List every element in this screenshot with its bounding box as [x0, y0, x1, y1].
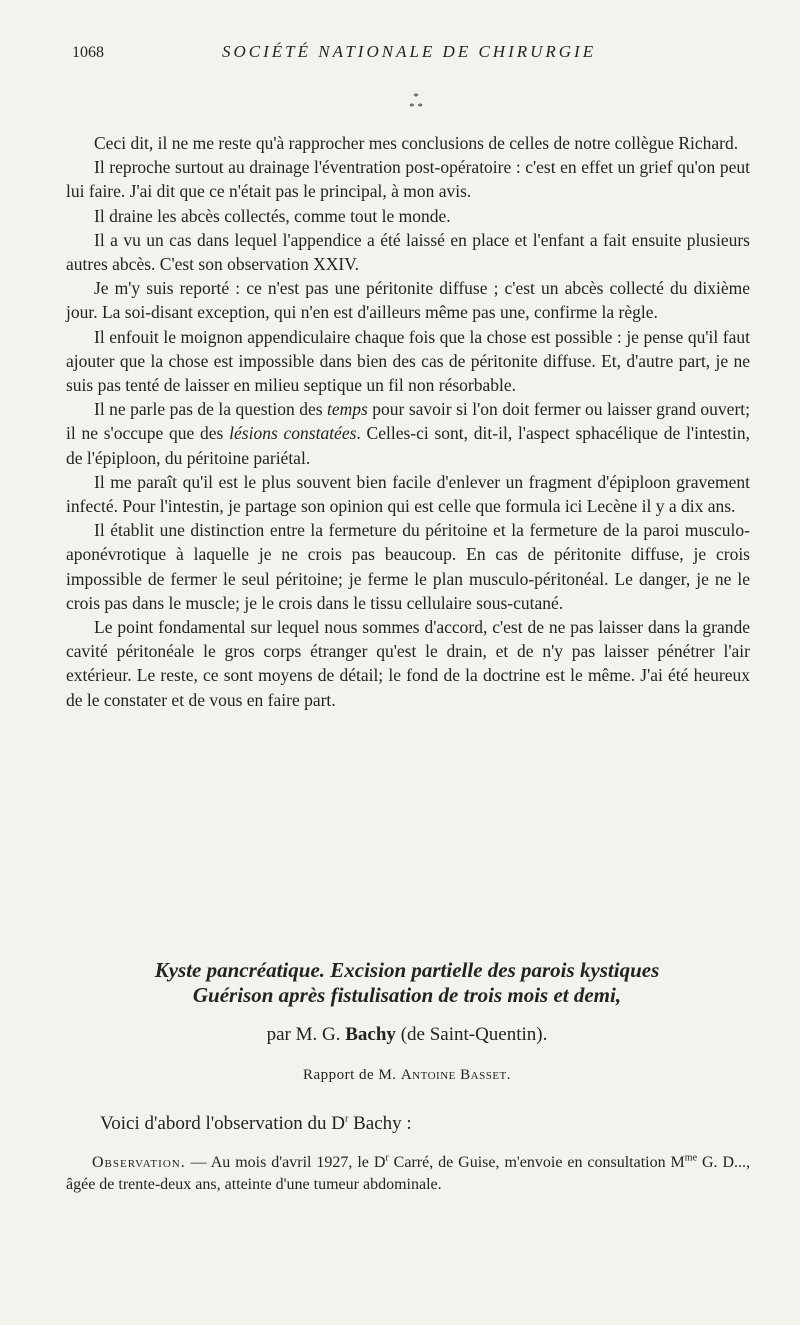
running-title: SOCIÉTÉ NATIONALE DE CHIRURGIE — [222, 42, 597, 61]
observation-paragraph — [66, 1152, 750, 1196]
text-run: . Celles-ci sont, dit-il, l'aspect sphacélique de l'intestin, de l'épiploon, du péritoine pariétal. — [66, 423, 750, 468]
superscript: r — [385, 1152, 389, 1164]
byline — [62, 1024, 752, 1046]
intro-suffix: Bachy : — [348, 1113, 412, 1134]
paragraph: Je m'y suis reporté : ce n'est pas une péritonite diffuse ; c'est un abcès collecté du dixième jour. La soi-disant exception, qui n'en est d'ailleurs même pas une, confirme la règle. — [66, 278, 750, 323]
report-prefix: Rapport de M. — [302, 1067, 401, 1083]
text-run: G. D..., âgée de trente-deux ans, atteinte d'une tumeur abdominale. — [66, 1154, 751, 1193]
text-run: Carré, de Guise, m'envoie en consultation M — [388, 1154, 685, 1171]
paragraph: Il draine les abcès collectés, comme tout le monde. — [94, 205, 451, 226]
paragraph: Il reproche surtout au drainage l'éventration post-opératoire : c'est en effet un grief qu'on peut lui faire. J'ai dit que ce n'était pas le principal, à mon avis. — [66, 157, 750, 202]
report-suffix: . — [506, 1067, 512, 1083]
superscript: me — [684, 1152, 698, 1164]
body-text — [66, 131, 750, 712]
paragraph: Il a vu un cas dans lequel l'appendice a été laissé en place et l'enfant a fait ensuite plusieurs autres abcès. C'est son observation XXIV. — [66, 229, 750, 275]
article-title-line: Kyste pancréatique. Excision partielle des parois kystiques — [154, 958, 660, 982]
reporter-name: Antoine Basset — [400, 1067, 507, 1083]
text-run: Il ne parle pas de la question des — [94, 399, 328, 420]
page-number: 1068 — [72, 44, 104, 61]
observation-label: Observation. — [92, 1154, 186, 1171]
intro-prefix: Voici d'abord l'observation du D — [100, 1113, 346, 1134]
italic-term: temps — [327, 399, 368, 420]
separator-top: * — [413, 91, 419, 103]
intro-line — [100, 1113, 412, 1135]
text-run: pour savoir si l'on doit fermer ou laisser grand ouvert; il ne s'occupe que des — [66, 399, 750, 444]
paragraph — [66, 397, 750, 470]
paragraph: Il me paraît qu'il est le plus souvent bien facile d'enlever un fragment d'épiploon gravement infecté. Pour l'intestin, je partage son opinion qui est celle que formula ici Lecène il y a dix ans. — [66, 471, 750, 517]
paragraph: Il établit une distinction entre la fermeture du péritoine et la fermeture de la paroi musculo-aponévrotique à laquelle je ne crois pas beaucoup. En cas de péritonite diffuse, je crois impossible de fermer le seul péritoine; je ferme le plan musculo-péritonéal. Le danger, je ne le crois pas dans le muscle; je le crois dans le tissu cellulaire sous-cutané. — [66, 520, 750, 613]
italic-term: lésions constatées — [229, 423, 357, 444]
separator-bottom: * * — [409, 101, 423, 113]
paragraph: Il enfouit le moignon appendiculaire chaque fois que la chose est possible : je pense qu'il faut ajouter que la chose est impossible dans bien des cas de péritonite diffuse. Et, d'autre part, je ne suis pas tenté de laisser en milieu septique un fil non résorbable. — [66, 326, 750, 396]
article-title-line: Guérison après fistulisation de trois mois et demi, — [192, 983, 622, 1007]
section-separator — [396, 92, 436, 112]
byline-suffix: (de Saint-Quentin). — [395, 1024, 548, 1045]
superscript: r — [345, 1113, 349, 1125]
page-header — [72, 40, 762, 68]
byline-prefix: par M. G. — [266, 1024, 346, 1045]
paragraph: Ceci dit, il ne me reste qu'à rapprocher mes conclusions de celles de notre collègue Richard. — [94, 133, 739, 153]
text-run: — Au mois d'avril 1927, le D — [185, 1154, 386, 1171]
author-name: Bachy — [345, 1024, 396, 1045]
report-line — [62, 1067, 752, 1084]
article-title — [62, 958, 752, 1008]
paragraph: Le point fondamental sur lequel nous sommes d'accord, c'est de ne pas laisser dans la grande cavité péritonéale le gros corps étranger qu'est le drain, et de n'y pas laisser pénétrer l'air extérieur. Le reste, ce sont moyens de détail; le fond de la doctrine est le même. J'ai été heureux de le constater et de vous en faire part. — [66, 617, 750, 710]
